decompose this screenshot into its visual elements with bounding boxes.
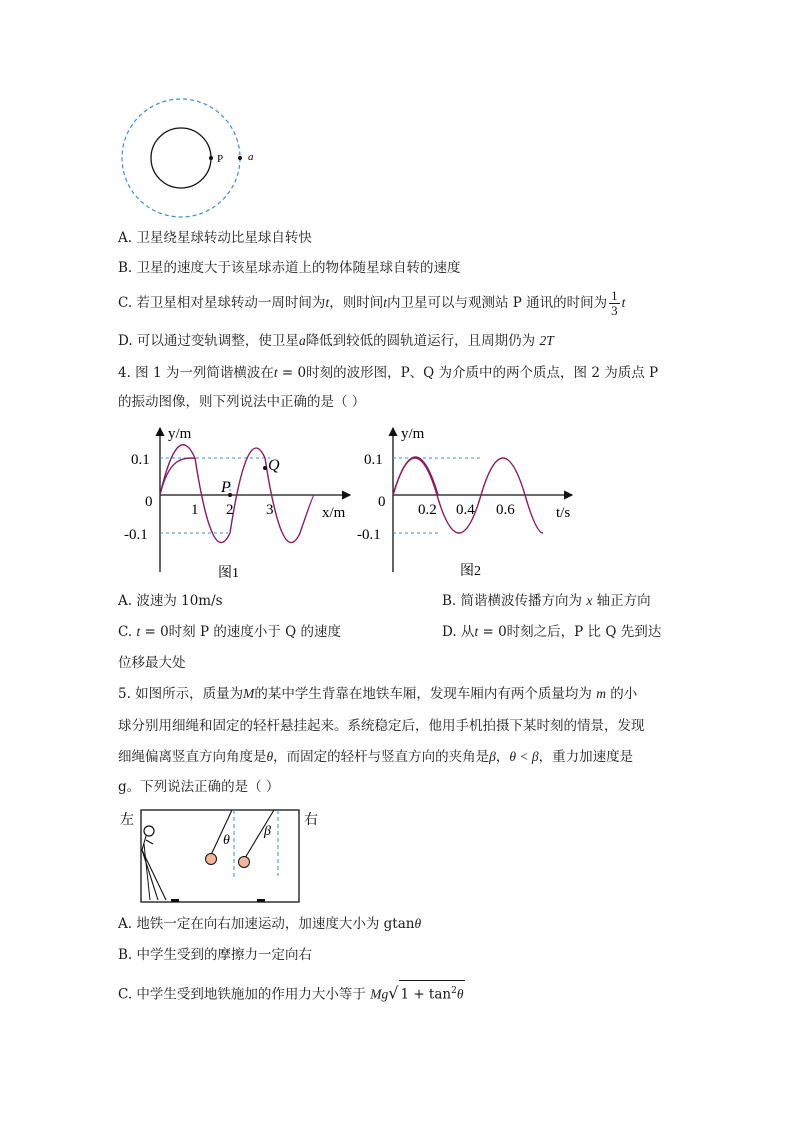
- x-tick-02: 0.2: [418, 502, 437, 518]
- x-axis-label: x/m: [322, 505, 346, 521]
- q4-option-d-line2: 位移最大处: [118, 655, 186, 671]
- planet-circle: [151, 128, 211, 188]
- right-label: 右: [304, 813, 318, 828]
- q4-option-b: B. 简谐横波传播方向为 x 轴正方向: [442, 593, 651, 609]
- ground-mark-2: [257, 899, 265, 902]
- student-head: [144, 826, 154, 836]
- q5-option-c: C. 中学生受到地铁施加的作用力大小等于 Mg√ $1 + \tan^2\theta$: [118, 980, 465, 1005]
- y-tick-max: 0.1: [131, 452, 150, 468]
- q5-stem-line1: 5. 如图所示，质量为M的某中学生背靠在地铁车厢，发现车厢内有两个质量均为 m 的小: [118, 686, 638, 702]
- wave-graph-figure-1: [124, 420, 363, 585]
- y-tick-min: -0.1: [357, 527, 381, 543]
- x-tick-04: 0.4: [456, 502, 475, 518]
- subway-car-figure: [118, 806, 328, 906]
- car-body: [141, 810, 299, 902]
- ground-mark-1: [171, 899, 179, 902]
- label-p: P: [221, 479, 231, 496]
- q4-option-c: C. t = 0时刻 P 的速度小于 Q 的速度: [118, 624, 342, 640]
- theta-label: θ: [223, 833, 230, 848]
- q3-option-a: A. 卫星绕星球转动比星球自转快: [118, 230, 312, 246]
- q3-option-c: C. 若卫星相对星球转动一周时间为t，则时间t内卫星可以与观测站 P 通讯的时间为 $\frac{1}{3}$ t: [118, 288, 626, 318]
- x-tick-2: 2: [226, 502, 234, 518]
- q5-stem-line3: 细绳偏离竖直方向角度是θ，而固定的轻杆与竖直方向的夹角是β，θ < β，重力加速度是: [118, 749, 634, 765]
- x-tick-06: 0.6: [496, 502, 515, 518]
- q4-stem-line1: 4. 图 1 为一列简谐横波在t = 0时刻的波形图，P、Q 为介质中的两个质点，图 2 为质点 P: [118, 365, 659, 381]
- sqrt-content: $1 + \tan^2\theta$: [399, 980, 465, 1005]
- label-a: a: [248, 151, 254, 163]
- q3-option-d: D. 可以通过变轨调整，使卫星a降低到较低的圆轨道运行，且周期仍为 2T: [118, 333, 554, 349]
- q5-option-a: A. 地铁一定在向右加速运动，加速度大小为 gtanθ: [118, 916, 422, 932]
- y-axis-label: y/m: [168, 426, 192, 442]
- point-q: [263, 466, 267, 470]
- beta-label: β: [264, 824, 271, 839]
- satellite-a-dot: [238, 156, 242, 160]
- left-label: 左: [120, 813, 134, 828]
- q4-option-d: D. 从t = 0时刻之后，P 比 Q 先到达: [442, 624, 662, 640]
- y-tick-zero: 0: [145, 494, 153, 510]
- x-tick-3: 3: [266, 502, 274, 518]
- satellite-orbit-figure: [118, 96, 268, 220]
- q5-stem-line2: 球分别用细绳和固定的轻杆悬挂起来。系统稳定后，他用手机拍摄下某时刻的情景，发现: [118, 718, 645, 734]
- fraction-one-third: $\frac{1}{3}$: [611, 288, 618, 318]
- ball-1: [206, 854, 217, 865]
- q5-stem-line4: g。下列说法正确的是（ ）: [118, 779, 280, 795]
- wave-curve: [160, 445, 314, 543]
- label-p: P: [217, 153, 224, 165]
- sqrt-symbol: √: [388, 983, 399, 1003]
- q3-option-b: B. 卫星的速度大于该星球赤道上的物体随星球自转的速度: [118, 260, 461, 276]
- y-tick-max: 0.1: [364, 452, 383, 468]
- ball-2: [239, 857, 250, 868]
- vibration-graph-figure-2: [357, 420, 580, 585]
- x-tick-1: 1: [191, 502, 199, 518]
- y-tick-min: -0.1: [124, 527, 148, 543]
- caption-fig1: 图1: [218, 566, 239, 581]
- caption-fig2: 图2: [460, 564, 481, 579]
- label-q: Q: [268, 457, 280, 474]
- y-tick-zero: 0: [378, 494, 386, 510]
- point-p-dot: [209, 156, 213, 160]
- q5-option-b: B. 中学生受到的摩擦力一定向右: [118, 947, 313, 963]
- y-axis-label: y/m: [401, 426, 425, 442]
- q4-option-a: A. 波速为 10m/s: [118, 593, 223, 609]
- q4-stem-line2: 的振动图像，则下列说法中正确的是（ ）: [118, 394, 366, 410]
- x-axis-label: t/s: [556, 505, 571, 521]
